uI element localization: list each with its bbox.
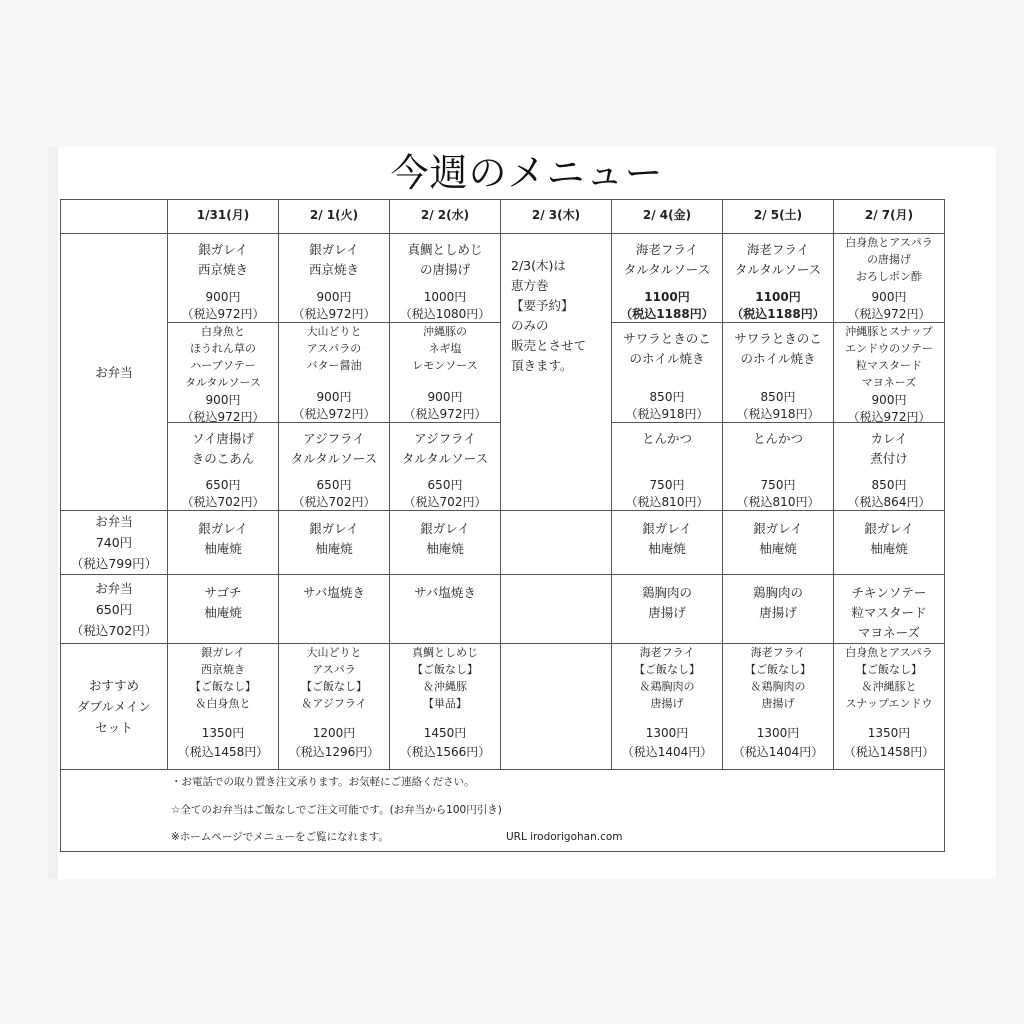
dish-name: サゴチ 柚庵焼 bbox=[204, 585, 242, 620]
tax-price: （税込864円） bbox=[847, 495, 931, 509]
tax-price: （税込1458円） bbox=[177, 745, 269, 759]
price: 900円 bbox=[205, 290, 241, 304]
dish-name: ソイ唐揚げ きのこあん bbox=[191, 431, 255, 466]
bento740-label-cell bbox=[61, 511, 168, 575]
tax-price: （税込1296円） bbox=[288, 745, 380, 759]
dish-name: 白身魚とアスパラ 【ご飯なし】 ＆沖縄豚と スナップエンドウ bbox=[845, 646, 933, 710]
menu-cell bbox=[168, 575, 279, 644]
tax-price: （税込972円） bbox=[292, 407, 376, 421]
menu-cell bbox=[279, 511, 390, 575]
dish-name: チキンソテー 粒マスタード マヨネーズ bbox=[851, 585, 927, 640]
dish-name: とんかつ bbox=[641, 431, 692, 446]
menu-cell bbox=[723, 234, 834, 323]
dish-name: 鶏胸肉の 唐揚げ bbox=[752, 585, 803, 620]
dish-name: 沖縄豚の ネギ塩 レモンソース bbox=[412, 325, 478, 372]
setsubun-note-cell bbox=[501, 234, 612, 511]
tax-price: （税込1080円） bbox=[399, 307, 491, 321]
double-set-label-cell bbox=[61, 644, 168, 770]
tax-price: （税込972円） bbox=[847, 410, 931, 423]
menu-cell bbox=[390, 511, 501, 575]
dish-name: 銀ガレイ 西京焼き bbox=[197, 242, 248, 277]
dish-name: 大山どりと アスパラの バター醤油 bbox=[306, 325, 362, 372]
price: 900円 bbox=[316, 390, 352, 404]
double-set-label: おすすめ ダブルメイン セット bbox=[77, 678, 151, 735]
tax-price: （税込1458円） bbox=[843, 745, 935, 759]
price: 900円 bbox=[205, 393, 241, 407]
tax-price: （税込918円） bbox=[625, 407, 709, 421]
day-label: 2/ 1(火) bbox=[309, 208, 359, 222]
day-header bbox=[723, 200, 834, 234]
price: 1450円 bbox=[423, 726, 467, 740]
tax-price: （税込972円） bbox=[403, 407, 487, 421]
bento-row bbox=[61, 234, 945, 323]
day-label: 2/ 7(月) bbox=[864, 208, 914, 222]
menu-cell bbox=[168, 423, 279, 511]
dish-name: 海老フライ タルタルソース bbox=[623, 242, 711, 277]
menu-cell bbox=[834, 511, 945, 575]
price: 900円 bbox=[427, 390, 463, 404]
dish-name: アジフライ タルタルソース bbox=[401, 431, 489, 466]
menu-cell bbox=[612, 511, 723, 575]
menu-cell bbox=[612, 323, 723, 423]
day-label: 1/31(月) bbox=[196, 208, 250, 222]
price: 1350円 bbox=[201, 726, 245, 740]
dish-name: 真鯛としめじ の唐揚げ bbox=[407, 242, 483, 277]
menu-cell bbox=[279, 575, 390, 644]
price: 1000円 bbox=[423, 290, 467, 304]
dish-name: 大山どりと アスパラ 【ご飯なし】 ＆アジフライ bbox=[301, 646, 367, 710]
bento-label: お弁当 bbox=[95, 364, 133, 380]
menu-cell bbox=[723, 323, 834, 423]
bento650-label: お弁当 650円 （税込702円） bbox=[70, 580, 158, 638]
dish-name: 銀ガレイ 柚庵焼 bbox=[309, 521, 359, 556]
tax-price: （税込1404円） bbox=[621, 745, 713, 759]
footer-note-phone: ・お電話での取り置き注文承ります。お気軽にご連絡ください。 bbox=[171, 776, 475, 788]
dish-name: カレイ 煮付け bbox=[870, 431, 908, 466]
menu-cell bbox=[168, 511, 279, 575]
price: 1300円 bbox=[756, 726, 800, 740]
dish-name: 白身魚とアスパラ の唐揚げ おろしポン酢 bbox=[845, 236, 933, 283]
setsubun-note: 2/3(木)は 恵方巻 【要予約】 のみの 販売とさせて 頂きます。 bbox=[511, 258, 587, 373]
menu-cell bbox=[612, 575, 723, 644]
footer-row bbox=[61, 770, 945, 852]
day-header bbox=[168, 200, 279, 234]
dish-name: サバ塩焼き bbox=[303, 585, 365, 600]
tax-price: （税込1566円） bbox=[399, 745, 491, 759]
menu-cell bbox=[168, 323, 279, 423]
dish-name: サワラときのこ のホイル焼き bbox=[734, 331, 822, 366]
menu-cell bbox=[723, 423, 834, 511]
menu-cell bbox=[723, 575, 834, 644]
dish-name: アジフライ タルタルソース bbox=[290, 431, 378, 466]
day-label: 2/ 2(水) bbox=[420, 208, 470, 222]
dish-name: 銀ガレイ 柚庵焼 bbox=[420, 521, 470, 556]
dish-name: サワラときのこ のホイル焼き bbox=[623, 331, 711, 366]
dish-name: 白身魚と ほうれん草の ハーブソテー タルタルソース bbox=[184, 325, 261, 389]
tax-price: （税込1188円） bbox=[731, 307, 825, 321]
dish-name: 銀ガレイ 柚庵焼 bbox=[753, 521, 803, 556]
sheet-edge bbox=[48, 147, 58, 879]
menu-cell bbox=[723, 511, 834, 575]
price: 650円 bbox=[205, 478, 241, 492]
menu-cell bbox=[390, 575, 501, 644]
price: 750円 bbox=[760, 478, 796, 492]
day-label: 2/ 4(金) bbox=[642, 208, 692, 222]
dish-name: 銀ガレイ 柚庵焼 bbox=[864, 521, 914, 556]
menu-cell bbox=[723, 644, 834, 770]
dish-name: 真鯛としめじ 【ご飯なし】 ＆沖縄豚 【単品】 bbox=[412, 646, 478, 710]
menu-cell bbox=[834, 323, 945, 423]
menu-cell bbox=[612, 234, 723, 323]
tax-price: （税込1404円） bbox=[732, 745, 824, 759]
tax-price: （税込1188円） bbox=[620, 307, 714, 321]
price: 1350円 bbox=[867, 726, 911, 740]
footer-note-rice: ☆全てのお弁当はご飯なしでご注文可能です。(お弁当から100円引き) bbox=[171, 804, 502, 816]
menu-cell bbox=[390, 423, 501, 511]
price: 1100円 bbox=[644, 290, 690, 304]
menu-cell bbox=[834, 644, 945, 770]
menu-cell bbox=[834, 234, 945, 323]
menu-cell bbox=[279, 234, 390, 323]
menu-cell bbox=[279, 423, 390, 511]
tax-price: （税込702円） bbox=[403, 495, 487, 509]
tax-price: （税込810円） bbox=[625, 495, 709, 509]
footer-note-homepage: ※ホームページでメニューをご覧になれます。 bbox=[171, 831, 389, 843]
menu-cell bbox=[612, 423, 723, 511]
tax-price: （税込810円） bbox=[736, 495, 820, 509]
menu-cell bbox=[279, 644, 390, 770]
menu-cell bbox=[168, 234, 279, 323]
price: 650円 bbox=[427, 478, 463, 492]
dish-name: 銀ガレイ 西京焼き bbox=[308, 242, 359, 277]
menu-cell bbox=[612, 644, 723, 770]
day-header bbox=[501, 200, 612, 234]
bento650-label-cell bbox=[61, 575, 168, 644]
price: 1100円 bbox=[755, 290, 801, 304]
price: 1200円 bbox=[312, 726, 356, 740]
dish-name: 銀ガレイ 西京焼き 【ご飯なし】 ＆白身魚と bbox=[190, 646, 256, 710]
bento650-row bbox=[61, 575, 945, 644]
tax-price: （税込972円） bbox=[181, 410, 265, 423]
page-title: 今週のメニュー bbox=[390, 151, 664, 195]
dish-name: とんかつ bbox=[752, 431, 803, 446]
menu-cell bbox=[501, 644, 612, 770]
day-header bbox=[834, 200, 945, 234]
tax-price: （税込918円） bbox=[736, 407, 820, 421]
footer-cell bbox=[61, 770, 945, 852]
tax-price: （税込702円） bbox=[181, 495, 265, 509]
menu-cell bbox=[279, 323, 390, 423]
menu-cell bbox=[390, 323, 501, 423]
menu-cell bbox=[390, 644, 501, 770]
price: 900円 bbox=[871, 290, 907, 304]
tax-price: （税込972円） bbox=[847, 307, 931, 321]
menu-cell bbox=[834, 423, 945, 511]
menu-table bbox=[60, 199, 945, 852]
dish-name: 銀ガレイ 柚庵焼 bbox=[198, 521, 248, 556]
dish-name: 海老フライ 【ご飯なし】 ＆鶏胸肉の 唐揚げ bbox=[634, 646, 700, 710]
dish-name: 海老フライ タルタルソース bbox=[734, 242, 822, 277]
tax-price: （税込972円） bbox=[292, 307, 376, 321]
dish-name: 鶏胸肉の 唐揚げ bbox=[641, 585, 692, 620]
menu-cell bbox=[390, 234, 501, 323]
menu-cell bbox=[501, 511, 612, 575]
price: 850円 bbox=[871, 478, 907, 492]
day-header bbox=[279, 200, 390, 234]
price: 850円 bbox=[649, 390, 685, 404]
dish-name: 海老フライ 【ご飯なし】 ＆鶏胸肉の 唐揚げ bbox=[745, 646, 811, 710]
tax-price: （税込702円） bbox=[292, 495, 376, 509]
day-header bbox=[612, 200, 723, 234]
day-label: 2/ 5(土) bbox=[753, 208, 803, 222]
menu-cell bbox=[168, 644, 279, 770]
bento740-label: お弁当 740円 （税込799円） bbox=[70, 514, 158, 571]
double-set-row bbox=[61, 644, 945, 770]
day-label: 2/ 3(木) bbox=[531, 208, 581, 222]
price: 750円 bbox=[649, 478, 685, 492]
price: 650円 bbox=[316, 478, 352, 492]
tax-price: （税込972円） bbox=[181, 307, 265, 321]
menu-cell bbox=[834, 575, 945, 644]
day-header bbox=[390, 200, 501, 234]
menu-cell bbox=[501, 575, 612, 644]
price: 850円 bbox=[760, 390, 796, 404]
footer-url: URL irodorigohan.com bbox=[506, 831, 623, 843]
price: 900円 bbox=[316, 290, 352, 304]
dish-name: 銀ガレイ 柚庵焼 bbox=[642, 521, 692, 556]
bento-label-cell bbox=[61, 234, 168, 511]
dish-name: 沖縄豚とスナップ エンドウのソテー 粒マスタード マヨネーズ bbox=[845, 325, 933, 389]
dish-name: サバ塩焼き bbox=[414, 585, 476, 600]
price: 1300円 bbox=[645, 726, 689, 740]
header-corner bbox=[61, 200, 168, 234]
price: 900円 bbox=[871, 393, 907, 407]
header-row bbox=[61, 200, 945, 234]
bento740-row bbox=[61, 511, 945, 575]
